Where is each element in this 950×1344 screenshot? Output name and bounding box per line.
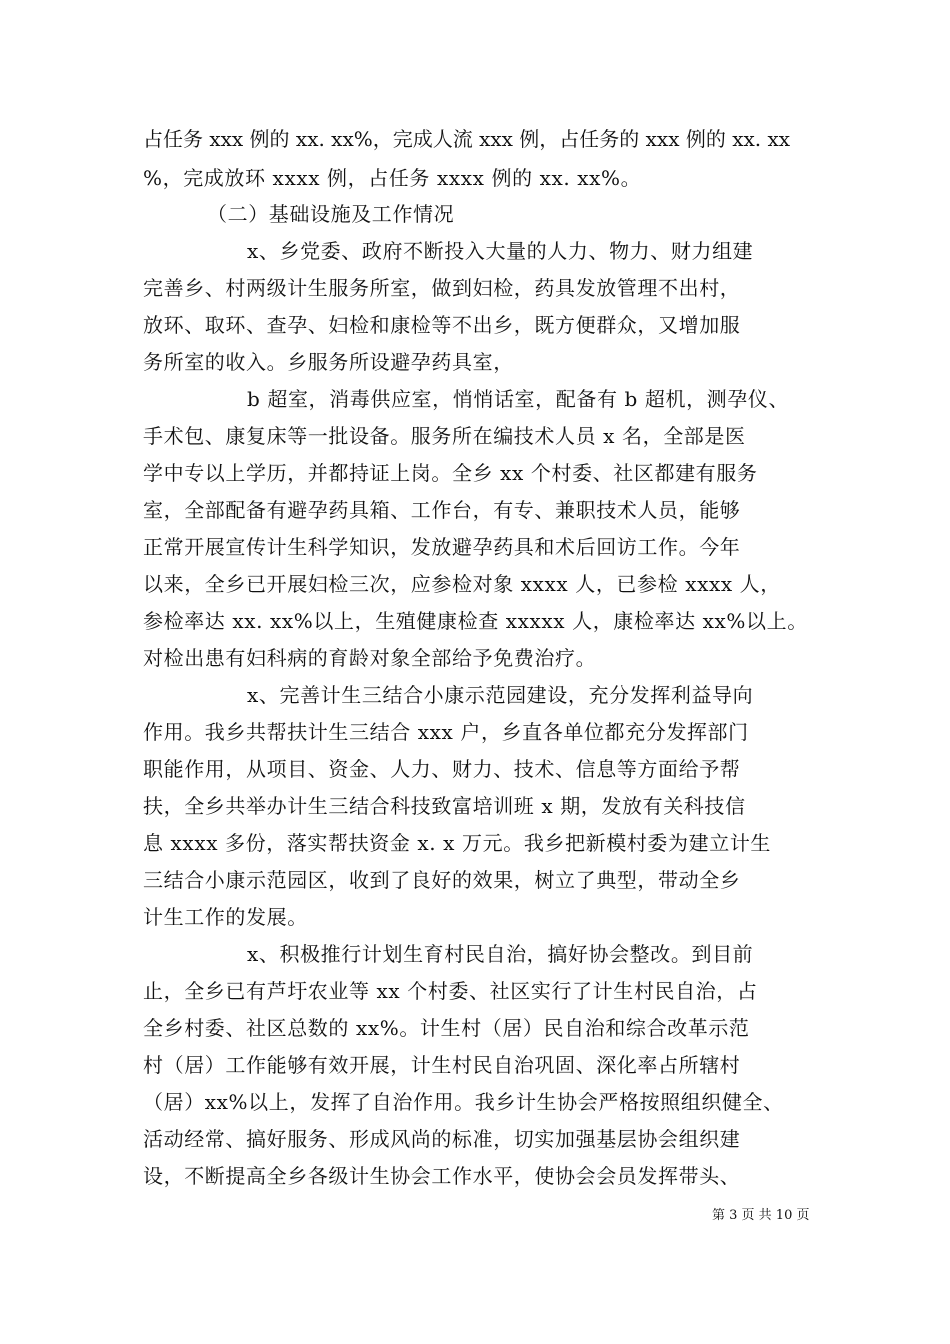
body-line: 村（居）工作能够有效开展，计生村民自治巩固、深化率占所辖村 [143,1053,741,1077]
paragraph-first-line: x、积极推行计划生育村民自治，搞好协会整改。到目前 [247,942,754,966]
body-line: 作用。我乡共帮扶计生三结合 xxx 户，乡直各单位都充分发挥部门 [143,720,749,744]
body-line: 扶，全乡共举办计生三结合科技致富培训班 x 期，发放有关科技信 [143,794,746,818]
body-line: 活动经常、搞好服务、形成风尚的标准，切实加强基层协会组织建 [143,1127,741,1151]
paragraph-first-line: b 超室，消毒供应室，悄悄话室，配备有 b 超机，测孕仪、 [247,387,790,411]
paragraph-first-line: x、完善计生三结合小康示范园建设，充分发挥利益导向 [247,683,754,707]
body-line: 职能作用，从项目、资金、人力、财力、技术、信息等方面给予帮 [143,757,741,781]
body-line: 以来，全乡已开展妇检三次，应参检对象 xxxx 人，已参检 xxxx 人， [143,572,781,596]
body-line: 务所室的收入。乡服务所设避孕药具室， [143,350,514,374]
body-line: 计生工作的发展。 [143,905,308,929]
body-line: （居）xx%以上，发挥了自治作用。我乡计生协会严格按照组织健全、 [143,1090,784,1114]
body-line: 正常开展宣传计生科学知识，发放避孕药具和术后回访工作。今年 [143,535,741,559]
body-line: 止，全乡已有芦圩农业等 xx 个村委、社区实行了计生村民自治，占 [143,979,758,1003]
body-line: 手术包、康复床等一批设备。服务所在编技术人员 x 名，全部是医 [143,424,746,448]
body-line: 室，全部配备有避孕药具箱、工作台，有专、兼职技术人员，能够 [143,498,741,522]
body-line: %，完成放环 xxxx 例，占任务 xxxx 例的 xx. xx%。 [143,166,642,190]
body-line: 设，不断提高全乡各级计生协会工作水平，使协会会员发挥带头、 [143,1164,741,1188]
body-line: 放环、取环、查孕、妇检和康检等不出乡，既方便群众，又增加服 [143,313,741,337]
body-line: 对检出患有妇科病的育龄对象全部给予免费治疗。 [143,646,597,670]
body-line: 全乡村委、社区总数的 xx%。计生村（居）民自治和综合改革示范 [143,1016,750,1040]
body-line: 参检率达 xx. xx%以上，生殖健康检查 xxxxx 人，康检率达 xx%以上。 [143,609,808,633]
section-heading: （二）基础设施及工作情况 [207,202,455,226]
body-line: 息 xxxx 多份，落实帮扶资金 x. x 万元。我乡把新模村委为建立计生 [143,831,772,855]
body-line: 三结合小康示范园区，收到了良好的效果，树立了典型，带动全乡 [143,868,741,892]
page-number: 第 3 页 共 10 页 [712,1208,810,1223]
body-line: 学中专以上学历，并都持证上岗。全乡 xx 个村委、社区都建有服务 [143,461,758,485]
body-line: 完善乡、村两级计生服务所室，做到妇检，药具发放管理不出村， [143,276,741,300]
paragraph-first-line: x、乡党委、政府不断投入大量的人力、物力、财力组建 [247,239,754,263]
body-line: 占任务 xxx 例的 xx. xx%，完成人流 xxx 例，占任务的 xxx 例的 xx. xx [143,127,791,151]
